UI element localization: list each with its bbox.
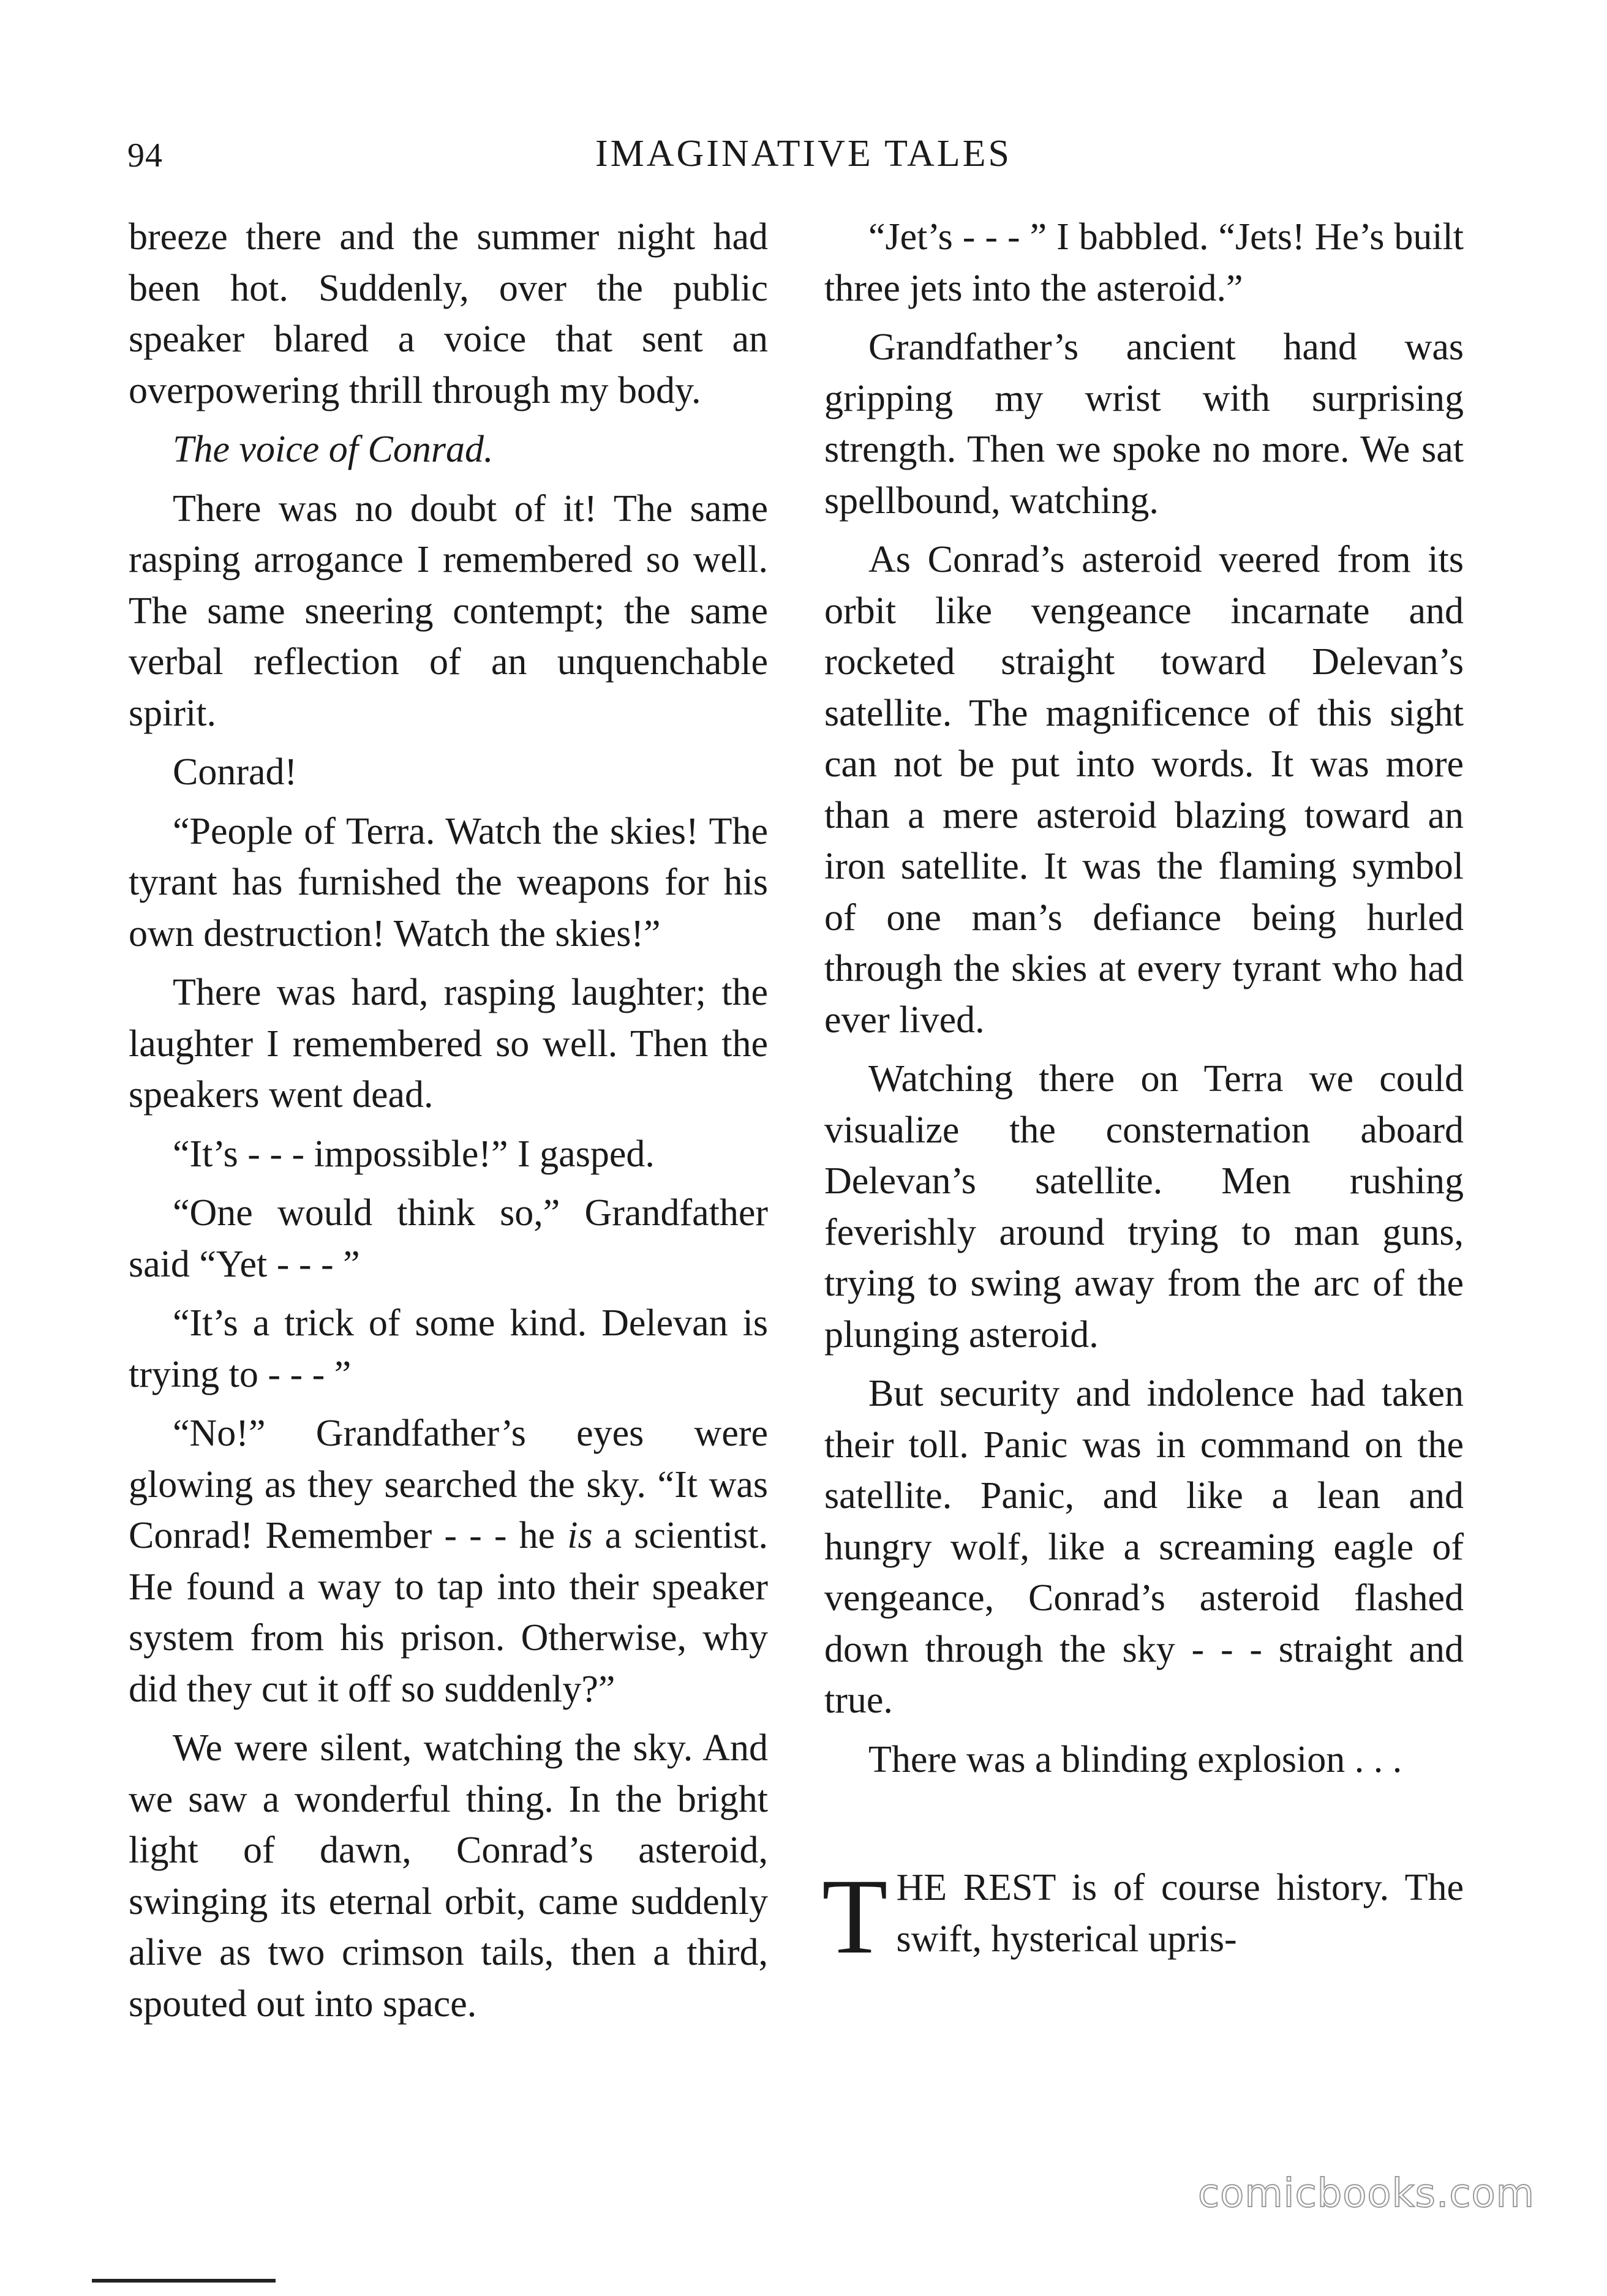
paragraph: “It’s a trick of some kind. Delevan is trying to - - - ” [129, 1302, 768, 1395]
watermark: comicbooks.com [1197, 2171, 1535, 2216]
paragraph: “One would think so,” Grandfather said “Yet - - - ” [129, 1192, 768, 1285]
drop-cap: T [822, 1857, 888, 1976]
paragraph: We were silent, watching the sky. And we saw a wonderful thing. In the bright light of dawn, Conrad’s asteroid, swinging its eternal orbit, came suddenly alive as two crimson tails, then a third, spouted out into space. [129, 1727, 768, 2025]
left-column [129, 212, 768, 2038]
footer-rule [92, 2279, 276, 2283]
paragraph: Watching there on Terra we could visualize the consternation aboard Delevan’s satellite. Men rushing feverishly around trying to man guns, trying to swing away from the arc of the plunging asteroid. [824, 1058, 1464, 1356]
paragraph: But security and indolence had taken their toll. Panic was in command on the satellite. Panic, and like a lean and hungry wolf, like a screaming eagle of vengeance, Conrad’s asteroid flashed down through the sky - - - straight and true. [824, 1373, 1464, 1721]
paragraph: There was hard, rasping laughter; the laughter I remembered so well. Then the speakers went dead. [129, 972, 768, 1116]
italic-word: is [567, 1515, 593, 1556]
closing-text: HE REST is of course history. The swift, hysterical upris- [896, 1867, 1464, 1960]
paragraph: breeze there and the summer night had been hot. Suddenly, over the public speaker blared a voice that sent an overpowering thrill through my body. [129, 216, 768, 411]
right-column [824, 212, 1464, 2003]
paragraph: There was no doubt of it! The same rasping arrogance I remembered so well. The same sneering contempt; the same verbal reflection of an unquenchable spirit. [129, 487, 768, 734]
paragraph: Grandfather’s ancient hand was gripping my wrist with surprising strength. Then we spoke no more. We sat spellbound, watching. [824, 326, 1464, 522]
italic-text: The voice of Conrad. [173, 429, 494, 470]
paragraph: Conrad! [173, 751, 298, 793]
paragraph [129, 1408, 768, 1715]
paragraph [129, 424, 768, 476]
paragraph: As Conrad’s asteroid veered from its orbit like vengeance incarnate and rocketed straight toward Delevan’s satellite. The magnificence of this sight can not be put into words. It was more than a mere asteroid blazing toward an iron satellite. It was the flaming symbol of one man’s defiance being hurled through the skies at every tyrant who had ever lived. [824, 539, 1464, 1041]
paragraph: There was a blinding explosion . . . [868, 1738, 1402, 1780]
paragraph: “People of Terra. Watch the skies! The tyrant has furnished the weapons for his own destruction! Watch the skies!” [129, 810, 768, 955]
text-run: “No!” Grandfather’s eyes were glowing as they searched the sky. “It was Conrad! Remember - - - he [129, 1412, 768, 1556]
paragraph: “Jet’s - - - ” I babbled. “Jets! He’s built three jets into the asteroid.” [824, 216, 1464, 309]
paragraph: “It’s - - - impossible!” I gasped. [173, 1133, 655, 1175]
closing-paragraph [822, 1857, 1464, 1976]
page-number: 94 [127, 137, 163, 174]
running-head: IMAGINATIVE TALES [595, 133, 1012, 174]
text-run: a scientist. He found a way to tap into their speaker system from his prison. Otherwise, why did they cut it off so suddenly?” [129, 1515, 768, 1710]
